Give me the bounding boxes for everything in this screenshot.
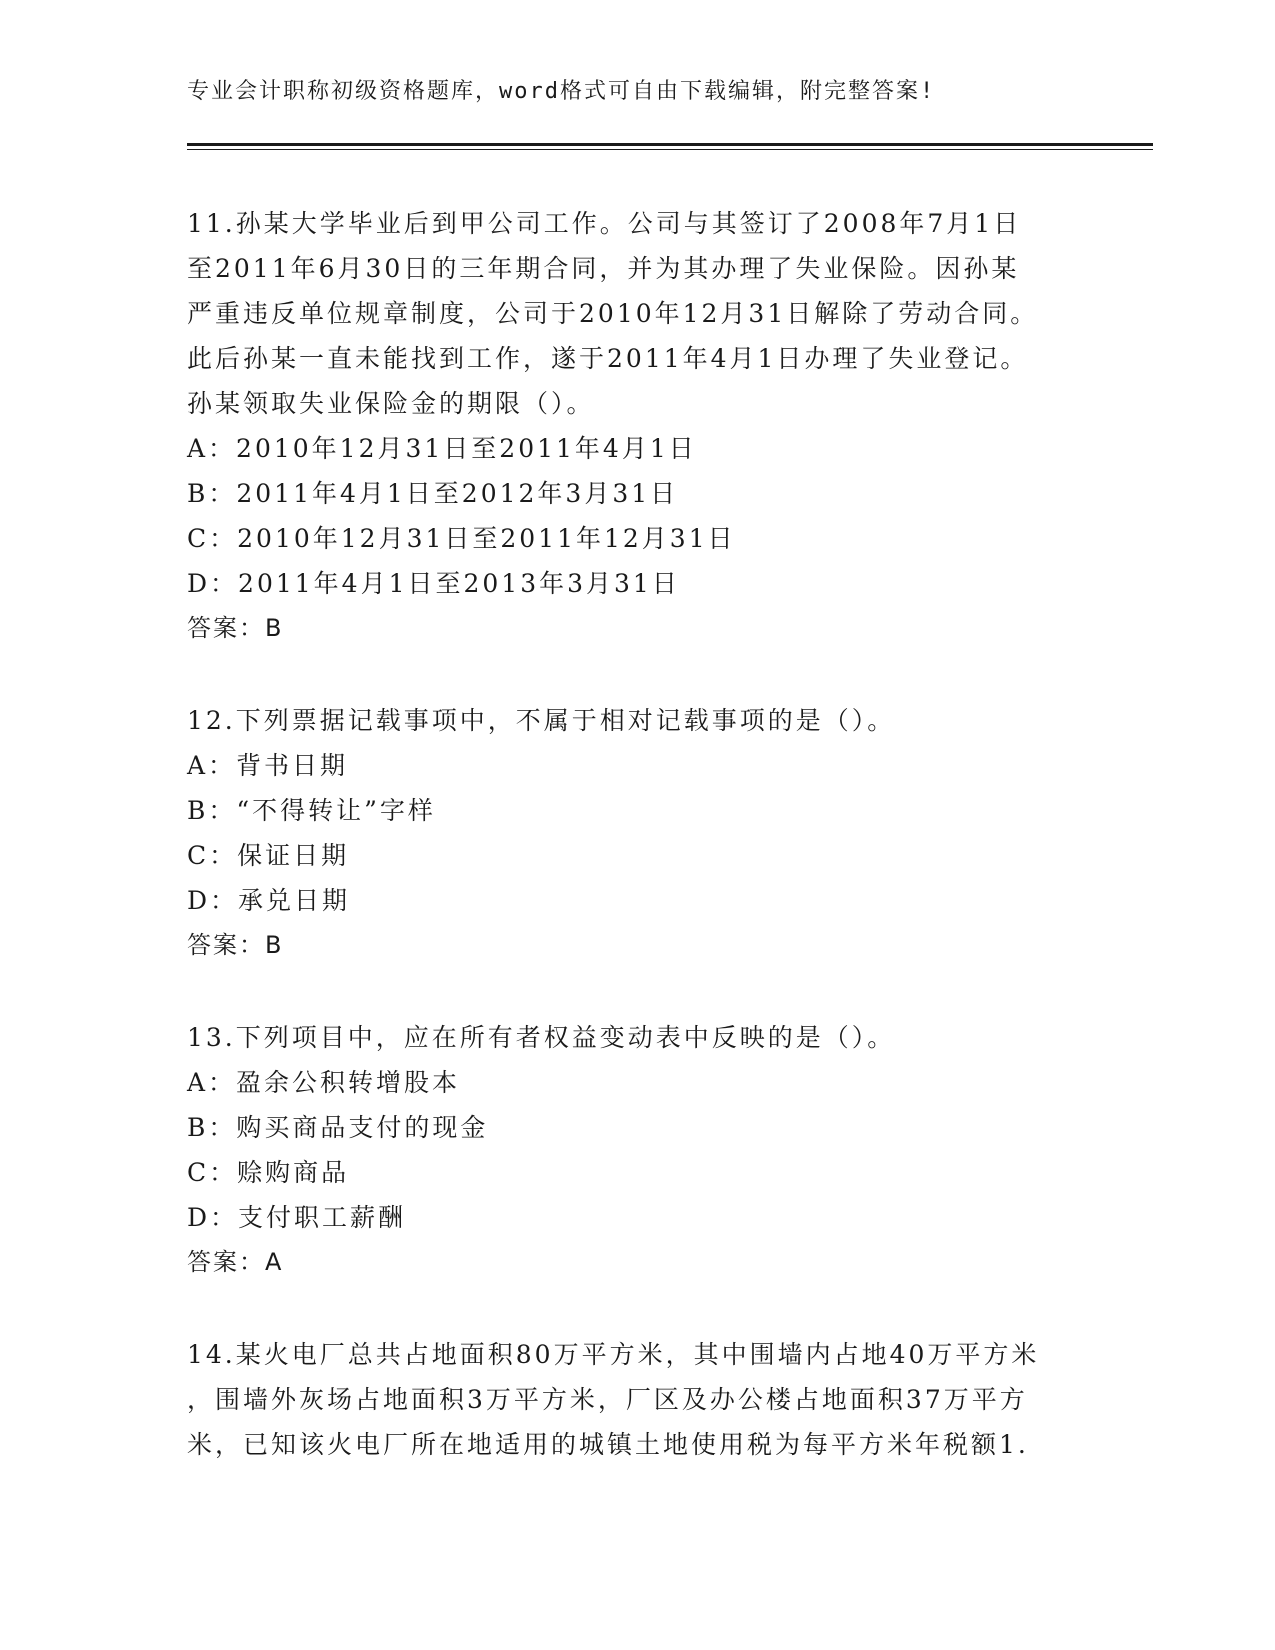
document-header: 专业会计职称初级资格题库，word格式可自由下载编辑，附完整答案! xyxy=(187,79,936,104)
spacer xyxy=(187,651,1153,698)
answer: 答案：B xyxy=(187,614,284,642)
question-stem-line: 11.孙某大学毕业后到甲公司工作。公司与其签订了2008年7月1日 xyxy=(187,209,1022,238)
option-a: A：背书日期 xyxy=(187,751,349,780)
question-stem-line: 严重违反单位规章制度，公司于2010年12月31日解除了劳动合同。 xyxy=(187,299,1039,328)
question-stem-line: ，围墙外灰场占地面积3万平方米，厂区及办公楼占地面积37万平方 xyxy=(187,1385,1028,1414)
question-13 xyxy=(187,1015,1153,1285)
question-list xyxy=(187,201,1153,1467)
question-stem-line: 12.下列票据记载事项中，不属于相对记载事项的是（）。 xyxy=(187,706,896,735)
answer: 答案：B xyxy=(187,931,284,959)
option-d: D：支付职工薪酬 xyxy=(187,1203,407,1232)
header-rule-thin xyxy=(187,149,1153,150)
option-c: C：赊购商品 xyxy=(187,1158,350,1187)
option-b: B：购买商品支付的现金 xyxy=(187,1113,489,1142)
option-a: A：盈余公积转增股本 xyxy=(187,1068,461,1097)
answer: 答案：A xyxy=(187,1248,284,1276)
question-stem-line: 此后孙某一直未能找到工作，遂于2011年4月1日办理了失业登记。 xyxy=(187,344,1029,373)
spacer xyxy=(187,1285,1153,1332)
option-a: A：2010年12月31日至2011年4月1日 xyxy=(187,434,697,463)
option-d: D：2011年4月1日至2013年3月31日 xyxy=(187,569,680,598)
option-c: C：2010年12月31日至2011年12月31日 xyxy=(187,524,736,553)
question-12 xyxy=(187,698,1153,968)
spacer xyxy=(187,968,1153,1015)
option-b: B：“不得转让”字样 xyxy=(187,796,436,825)
header-rule-thick xyxy=(187,143,1153,146)
option-d: D：承兑日期 xyxy=(187,886,351,915)
question-stem-line: 米，已知该火电厂所在地适用的城镇土地使用税为每平方米年税额1. xyxy=(187,1430,1029,1459)
question-stem-line: 13.下列项目中，应在所有者权益变动表中反映的是（）。 xyxy=(187,1023,896,1052)
question-11 xyxy=(187,201,1153,651)
question-stem-line: 孙某领取失业保险金的期限（）。 xyxy=(187,389,595,418)
option-b: B：2011年4月1日至2012年3月31日 xyxy=(187,479,679,508)
question-stem-line: 至2011年6月30日的三年期合同，并为其办理了失业保险。因孙某 xyxy=(187,254,1020,283)
option-c: C：保证日期 xyxy=(187,841,350,870)
question-stem-line: 14.某火电厂总共占地面积80万平方米，其中围墙内占地40万平方米 xyxy=(187,1340,1040,1369)
question-14 xyxy=(187,1332,1153,1467)
